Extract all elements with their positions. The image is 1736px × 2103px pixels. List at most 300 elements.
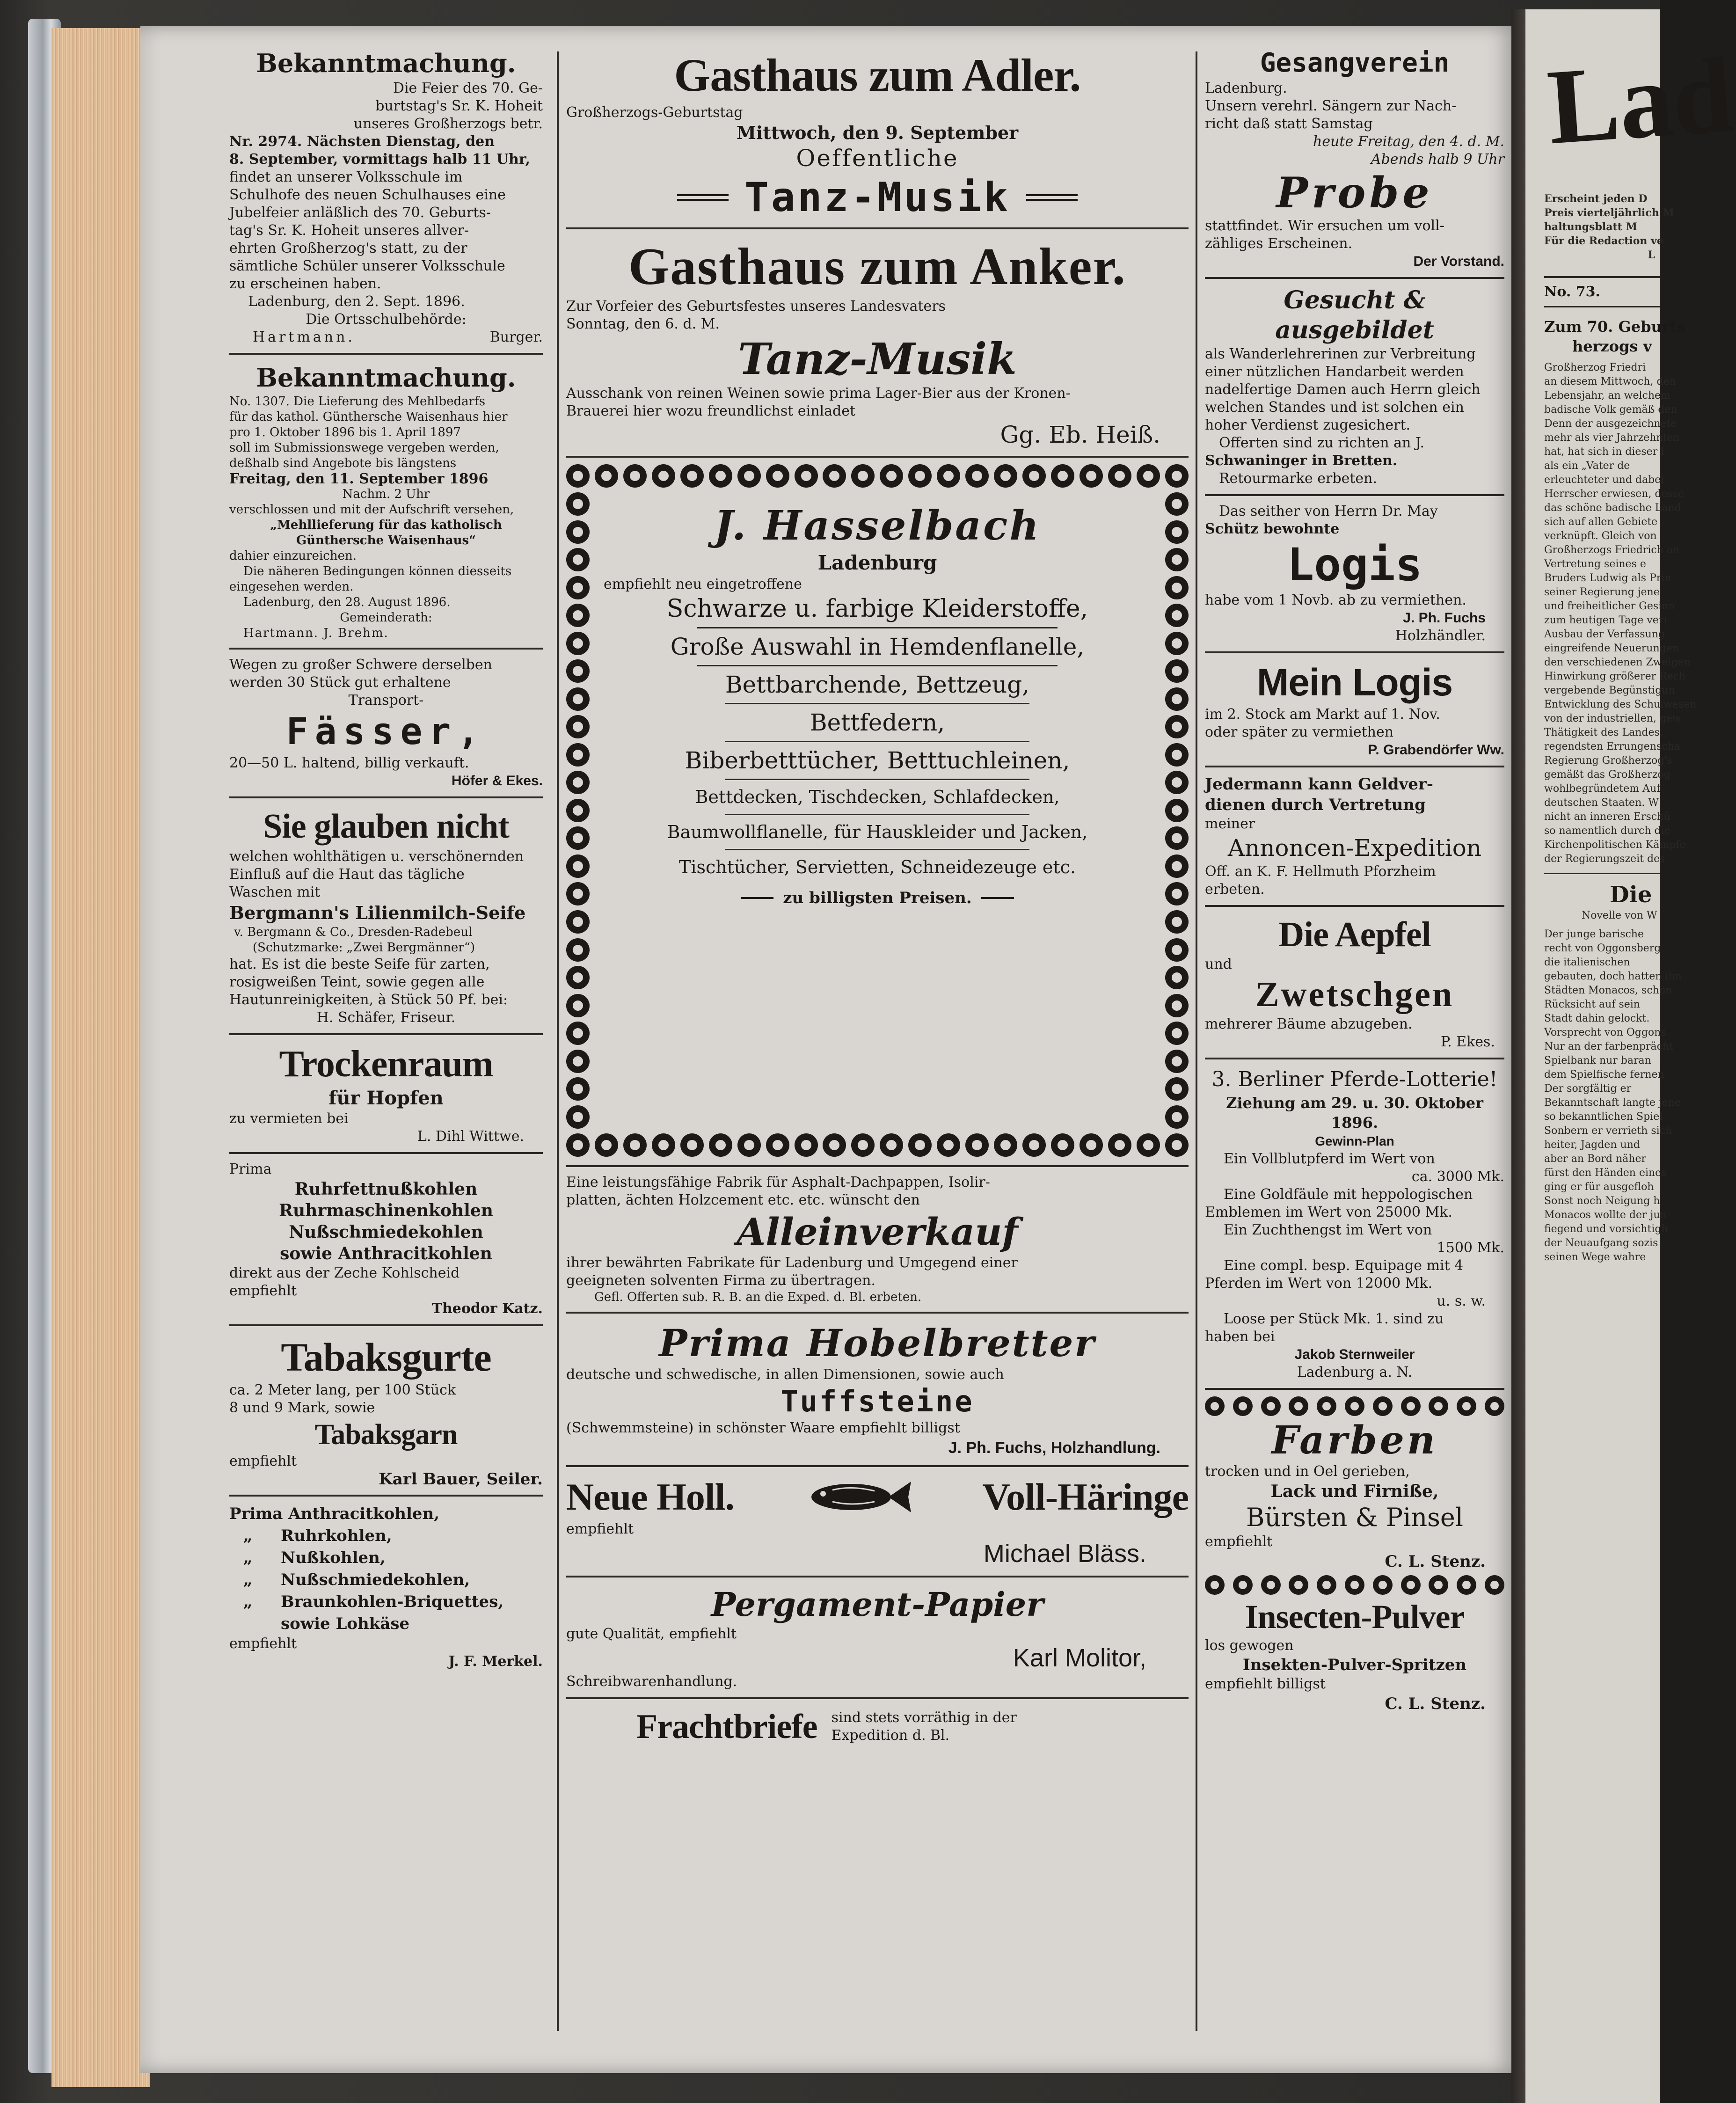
border-ring: [1429, 1396, 1448, 1416]
decor-rule: [981, 897, 1014, 899]
ad-title: Frachtbriefe: [636, 1708, 817, 1746]
ad-title: Gesucht & ausgebildet: [1275, 286, 1434, 344]
text-line: Spielbank nur baran: [1544, 1055, 1651, 1066]
border-ring: [1165, 743, 1189, 767]
text-line: trocken und in Oel gerieben,: [1205, 1463, 1410, 1480]
border-ring: [566, 687, 590, 711]
border-ring: [1205, 1396, 1225, 1416]
text-line: Das seither von Herrn Dr. May: [1219, 503, 1438, 519]
divider: [697, 665, 1058, 666]
item: Braunkohlen-Briquettes,: [281, 1592, 504, 1611]
text-line: erbeten.: [1205, 881, 1265, 898]
text-line: Günthersche Waisenhaus“: [296, 533, 476, 548]
text-line: Großherzogs-Geburtstag: [566, 104, 743, 121]
divider: [566, 1465, 1189, 1467]
seller: Ladenburg a. N.: [1297, 1364, 1413, 1380]
text-line: einer nützlichen Handarbeit werden: [1205, 364, 1464, 380]
ad-title: Die Aepfel: [1278, 915, 1431, 954]
border-ring: [1165, 1105, 1189, 1129]
border-ring: [566, 994, 590, 1017]
text-line: aber an Bord näher: [1544, 1153, 1647, 1165]
text-line: Unsern verehrl. Sängern zur Nach-: [1205, 98, 1457, 114]
text-line: Ein Zuchthengst im Wert von: [1224, 1222, 1432, 1238]
text-line: L: [1648, 249, 1655, 261]
divider: [697, 627, 1058, 628]
ad-frachtbriefe: [566, 1706, 1189, 1748]
ad-title: Fässer,: [286, 711, 486, 753]
text-line: Lebensjahr, an welchem: [1544, 390, 1670, 402]
text-line: Schulhofe des neuen Schulhauses eine: [229, 187, 506, 203]
text-line: Ausschank von reinen Weinen sowie prima Lager-Bier aus der Kronen-: [566, 385, 1071, 402]
text-line: vergebende Begünstigun: [1544, 685, 1675, 696]
text-line: oder später zu vermiethen: [1205, 724, 1394, 740]
text-line: 8. September, vormittags halb 11 Uhr,: [229, 151, 530, 168]
ad-title: Trockenraum: [279, 1044, 493, 1085]
ad-title: Insecten-Pulver: [1245, 1598, 1465, 1636]
border-ring: [1165, 1050, 1189, 1073]
border-ring: [623, 1133, 647, 1157]
text-line: empfiehlt: [566, 1521, 634, 1537]
text-line: sind stets vorräthig in der: [831, 1709, 1017, 1726]
border-ring: [1080, 464, 1103, 488]
next-page-content: [1544, 35, 1736, 1264]
border-ring: [1401, 1396, 1421, 1416]
border-ring: [994, 1133, 1017, 1157]
text-line: Großherzog Friedri: [1544, 362, 1646, 373]
border-ring: [1080, 1133, 1103, 1157]
column-rule: [1196, 51, 1197, 2031]
border-ring: [737, 464, 761, 488]
text-line: Pferden im Wert von 12000 Mk.: [1205, 1275, 1433, 1292]
border-ring: [566, 715, 590, 738]
text-line: dienen durch Vertretung: [1205, 796, 1426, 814]
text-line: Nachm. 2 Uhr: [342, 487, 430, 501]
text-line: Schwaninger in Bretten.: [1205, 453, 1398, 469]
text-line: den verschiedenen Zweigen: [1544, 657, 1691, 668]
text-line: Vertretung seines e: [1544, 558, 1646, 570]
item: Nußschmiedekohlen,: [281, 1570, 470, 1589]
article-heading: Die: [1610, 882, 1652, 908]
seller: H. Schäfer, Friseur.: [316, 1009, 456, 1026]
border-ring: [623, 464, 647, 488]
divider: [566, 456, 1189, 458]
ad-mein-logis: [1205, 660, 1504, 759]
border-ring: [566, 1105, 590, 1129]
border-ring: [1205, 1575, 1225, 1595]
product-line: Bettbarchende, Bettzeug,: [725, 671, 1030, 698]
text-line: (Schutzmarke: „Zwei Bergmänner“): [253, 941, 475, 955]
divider: [229, 353, 543, 355]
text-line: Der sorgfältig er: [1544, 1083, 1632, 1095]
border-ring: [566, 464, 590, 488]
text-line: zähliges Erscheinen.: [1205, 235, 1353, 252]
notice-title: Bekanntmachung.: [256, 363, 516, 393]
text-line: Emblemen im Wert von 25000 Mk.: [1205, 1204, 1452, 1220]
text-line: empfiehlt: [229, 1283, 297, 1299]
text-line: Erscheint jeden D: [1544, 193, 1648, 205]
divider: [1544, 873, 1660, 874]
divider: [725, 849, 1029, 850]
text-line: tag's Sr. K. Hoheit unseres allver-: [229, 222, 469, 239]
border-ring: [1429, 1575, 1448, 1595]
text-line: für das kathol. Günthersche Waisenhaus hier: [229, 410, 508, 424]
text-line: ca. 3000 Mk.: [1411, 1168, 1504, 1185]
ad-lotterie: [1205, 1066, 1504, 1381]
border-ring: [566, 520, 590, 544]
item: Nußkohlen,: [281, 1548, 386, 1567]
text-line: Sonbern er verrieth sich: [1544, 1125, 1672, 1137]
notice-flour-tender: [229, 361, 543, 641]
ad-title: Gasthaus zum Anker.: [628, 238, 1126, 296]
signature: Holzhändler.: [1395, 628, 1486, 644]
item: Nußschmiedekohlen: [289, 1222, 483, 1242]
divider: [566, 1165, 1189, 1167]
border-ring: [823, 464, 846, 488]
text-line: das schöne badische Land: [1544, 502, 1681, 514]
text-line: Der junge barische: [1544, 928, 1644, 940]
border-ring: [766, 464, 789, 488]
text-line: findet an unserer Volksschule im: [229, 169, 463, 185]
text-line: nadelfertige Damen auch Herrn gleich: [1205, 381, 1481, 398]
text-line: von der industriellen, gew: [1544, 713, 1681, 724]
divider: [1205, 766, 1504, 767]
border-ring: [880, 464, 903, 488]
text-line: Retourmarke erbeten.: [1219, 470, 1377, 487]
text-line: Bekanntschaft langte jene: [1544, 1097, 1681, 1109]
text-line: rosigweißen Teint, sowie gegen alle: [229, 974, 485, 990]
divider: [566, 1697, 1189, 1699]
divider: [1205, 494, 1504, 496]
seller: Michael Bläss.: [983, 1540, 1146, 1568]
text-line: Großherzogs Friedrich an: [1544, 544, 1680, 556]
border-ring: [1165, 464, 1189, 488]
text-line: Monacos wollte der jun: [1544, 1209, 1667, 1221]
text-line: Nr. 2974. Nächsten Dienstag, den: [229, 133, 495, 150]
text-line: Freitag, den 11. September 1896: [229, 471, 489, 487]
border-ring: [1165, 1022, 1189, 1045]
border-ring: [1165, 687, 1189, 711]
border-ring: [1165, 771, 1189, 794]
divider: [725, 779, 1029, 780]
border-ring: [566, 632, 590, 655]
ad-hasselbach: [566, 464, 1189, 1157]
ad-tabak: [229, 1333, 543, 1488]
text-line: Ziehung am 29. u. 30. Oktober 1896.: [1226, 1094, 1483, 1132]
border-ring: [1165, 882, 1189, 905]
town: Ladenburg: [817, 551, 937, 574]
border-ring: [1289, 1396, 1308, 1416]
item: Ruhrfettnußkohlen: [294, 1179, 478, 1199]
divider: [1544, 276, 1660, 278]
product-line: Große Auswahl in Hemdenflanelle,: [670, 633, 1085, 660]
ad-title: Tanz-Musik: [744, 174, 1010, 221]
ditto-mark: „: [243, 1570, 253, 1589]
text-line: Städten Monacos, schon: [1544, 985, 1672, 996]
text-line: No. 1307. Die Lieferung des Mehlbedarfs: [229, 394, 486, 409]
text-line: ging er für ausgefloh: [1544, 1181, 1654, 1193]
border-ring: [566, 882, 590, 905]
border-ring: [994, 464, 1017, 488]
border-ring: [566, 576, 590, 599]
text-line: Loose per Stück Mk. 1. sind zu: [1224, 1311, 1444, 1327]
subtitle: für Hopfen: [328, 1087, 444, 1109]
notice-body: [229, 80, 543, 346]
divider: [229, 1324, 543, 1326]
text-line: empfiehlt billigst: [1205, 1676, 1326, 1692]
seller: C. L. Stenz.: [1385, 1552, 1486, 1571]
border-ring: [566, 492, 590, 516]
text-line: Oeffentliche: [796, 145, 959, 172]
text-line: und: [1205, 956, 1232, 972]
text-line: Bruders Ludwig als Prin: [1544, 572, 1671, 584]
seller: L. Dihl Wittwe.: [417, 1128, 524, 1145]
border-ring: [1165, 826, 1189, 850]
ad-title: Alleinverkauf: [737, 1210, 1018, 1254]
seller: Karl Bauer, Seiler.: [379, 1470, 543, 1489]
text-line: welchen wohlthätigen u. verschönernden: [229, 848, 524, 865]
text-line: Preis vierteljährlich M: [1544, 207, 1674, 219]
text-line: Hautunreinigkeiten, à Stück 50 Pf. bei:: [229, 992, 508, 1008]
product: Bergmann's Lilienmilch-Seife: [229, 902, 526, 923]
text-line: Jubelfeier anläßlich des 70. Geburts-: [229, 204, 491, 221]
text-line: empfiehlt: [1205, 1533, 1273, 1550]
signature: Gg. Eb. Heiß.: [1000, 421, 1160, 448]
ring-border-right: [1165, 492, 1189, 1129]
divider: [229, 1152, 543, 1154]
signature: P. Ekes.: [1441, 1034, 1495, 1050]
divider: [725, 741, 1029, 742]
ad-pergament: [566, 1584, 1189, 1691]
text-line: welchen Standes und ist solchen ein: [1205, 399, 1464, 416]
text-line: 1500 Mk.: [1437, 1240, 1504, 1256]
border-ring: [709, 464, 732, 488]
text-line: Für die Redaction ve: [1544, 235, 1663, 247]
text-line: so namentlich durch die: [1544, 825, 1670, 837]
ad-gesucht: [1205, 285, 1504, 488]
text-line: zu erscheinen haben.: [229, 276, 381, 292]
text-line: deutschen Staaten. W: [1544, 797, 1659, 809]
product-line: Schwarze u. farbige Kleiderstoffe,: [666, 595, 1088, 623]
ad-title: Mein Logis: [1256, 661, 1453, 704]
text-line: richt daß statt Samstag: [1205, 116, 1373, 132]
column-rule: [557, 51, 559, 2031]
divider: [229, 648, 543, 650]
border-ring: [1401, 1575, 1421, 1595]
text-line: und freiheitlicher Gesinn: [1544, 600, 1675, 612]
text-line: haltungsblatt M: [1544, 221, 1637, 233]
border-ring: [851, 1133, 875, 1157]
border-ring: [937, 1133, 960, 1157]
text-line: Transport-: [348, 692, 424, 708]
article-heading: herzogs v: [1572, 337, 1652, 355]
border-ring: [1165, 604, 1189, 627]
text-line: gebauten, doch hatten ihn: [1544, 971, 1682, 982]
text-line: empfiehlt: [229, 1636, 297, 1652]
signature: P. Grabendörfer Ww.: [1368, 742, 1504, 758]
text-line: hat, hat sich in dieser l: [1544, 446, 1664, 458]
ad-title: Tanz-Musik: [738, 334, 1017, 384]
border-ring: [652, 1133, 675, 1157]
border-ring: [908, 1133, 932, 1157]
text-line: los gewogen: [1205, 1637, 1294, 1654]
text-line: Eine compl. besp. Equipage mit 4: [1224, 1257, 1464, 1274]
border-ring: [1165, 799, 1189, 822]
text-line: Schütz bewohnte: [1205, 521, 1340, 537]
item: sowie Anthracitkohlen: [280, 1244, 492, 1263]
item: sowie Lohkäse: [281, 1614, 410, 1633]
text-line: Bürsten & Pinsel: [1246, 1503, 1464, 1532]
product-line: Bettfedern,: [810, 709, 945, 736]
text-line: ca. 2 Meter lang, per 100 Stück: [229, 1382, 456, 1398]
text-line: regendsten Errungenscha: [1544, 741, 1680, 752]
border-ring: [1165, 632, 1189, 655]
border-ring: [908, 464, 932, 488]
text-line: gute Qualität, empfiehlt: [566, 1626, 737, 1642]
border-ring: [823, 1133, 846, 1157]
border-ring: [1108, 464, 1131, 488]
signature: J. Ph. Fuchs: [1403, 610, 1486, 626]
border-ring: [1051, 1133, 1074, 1157]
text-line: 8 und 9 Mark, sowie: [229, 1400, 375, 1416]
text-line: Wegen zu großer Schwere derselben: [229, 657, 492, 673]
divider: [566, 1576, 1189, 1577]
border-ring: [566, 1133, 590, 1157]
text-line: als ein „Vater de: [1544, 460, 1630, 472]
text-line: soll im Submissionswege vergeben werden,: [229, 441, 499, 455]
border-ring: [737, 1133, 761, 1157]
text-line: wohlbegründetem Auf: [1544, 783, 1661, 795]
text-line: geeigneten solventen Firma zu übertragen.: [566, 1272, 875, 1289]
border-ring: [709, 1133, 732, 1157]
divider: [1205, 651, 1504, 653]
text-line: ihrer bewährten Fabrikate für Ladenburg und Umgegend einer: [566, 1255, 1018, 1271]
text-line: eingesehen werden.: [229, 580, 354, 594]
text-line: platten, ächten Holzcement etc. etc. wünscht den: [566, 1192, 920, 1208]
border-ring: [1457, 1396, 1476, 1416]
notice-school-celebration: [229, 47, 543, 346]
divider: [725, 703, 1029, 704]
ad-hobelbretter: [566, 1320, 1189, 1459]
ad-title: Neue Holl.: [566, 1475, 734, 1518]
border-ring: [1137, 1133, 1160, 1157]
text-line: im 2. Stock am Markt auf 1. Nov.: [1205, 706, 1440, 723]
text-line: Einfluß auf die Haut das tägliche: [229, 866, 465, 883]
seller: J. F. Merkel.: [448, 1653, 543, 1670]
ad-gesangverein: [1205, 47, 1504, 270]
text-line: Die näheren Bedingungen können diesseits: [243, 564, 512, 578]
text-line: so bekanntlichen Spiel: [1544, 1111, 1663, 1123]
masthead: Lad: [1544, 35, 1736, 167]
text-line: meiner: [1205, 816, 1255, 832]
border-ring: [566, 1022, 590, 1045]
border-ring: [566, 966, 590, 989]
signature: Hartmann.: [253, 329, 355, 345]
text-line: Stadt dahin gelockt.: [1544, 1013, 1650, 1024]
border-ring: [1317, 1396, 1336, 1416]
text-line: Vorsprecht von Oggons: [1544, 1027, 1666, 1038]
ad-kohlen: [229, 1161, 543, 1318]
text-line: Gewinn-Plan: [1315, 1134, 1394, 1148]
text-line: fiegend und vorsichtigh: [1544, 1223, 1668, 1235]
text-line: Die Feier des 70. Ge-: [393, 80, 543, 96]
text-line: Mittwoch, den 9. September: [736, 122, 1019, 143]
text-line: Herrscher erwiesen, desse: [1544, 488, 1685, 500]
text-line: dahier einzureichen.: [229, 549, 357, 563]
ad-haeringe: [566, 1474, 1189, 1569]
text-line: heiter, Jagden und: [1544, 1139, 1640, 1151]
right-column: [1205, 47, 1504, 1715]
border-ring: [1108, 1133, 1131, 1157]
text-line: Denn der ausgezeichnete: [1544, 418, 1677, 430]
item: Ruhrkohlen,: [281, 1526, 392, 1545]
border-ring: [566, 743, 590, 767]
text-line: unseres Großherzogs betr.: [353, 116, 543, 132]
border-ring: [1289, 1575, 1308, 1595]
text-line: Hartmann. J. Brehm.: [243, 626, 389, 640]
middle-column: [566, 47, 1189, 1748]
article-heading: Zum 70. Geburts: [1544, 318, 1685, 336]
border-ring: [965, 1133, 989, 1157]
text-line: Ausbau der Verfassung: [1544, 628, 1665, 640]
text-line: Nur an der farbenprächt: [1544, 1041, 1673, 1052]
border-ring: [1165, 994, 1189, 1017]
text-line: gemäßt das Großherzog: [1544, 769, 1670, 781]
text-line: mehrerer Bäume abzugeben.: [1205, 1016, 1413, 1032]
product-line: Bettdecken, Tischdecken, Schlafdecken,: [695, 787, 1060, 807]
border-ring: [1165, 966, 1189, 989]
text-line: seiner Regierung jene: [1544, 586, 1660, 598]
ring-border-bottom: [1205, 1575, 1504, 1595]
ditto-mark: „: [243, 1592, 253, 1611]
text-line: sich auf allen Gebiete: [1544, 516, 1658, 528]
border-ring: [1373, 1575, 1393, 1595]
border-ring: [1137, 464, 1160, 488]
text-line: direkt aus der Zeche Kohlscheid: [229, 1265, 460, 1281]
border-ring: [1165, 1077, 1189, 1101]
border-ring: [1261, 1575, 1281, 1595]
divider: [1205, 1058, 1504, 1059]
divider: [229, 796, 543, 798]
ring-border-top: [1205, 1396, 1504, 1416]
text-line: Brauerei hier wozu freundlichst einladet: [566, 403, 856, 419]
text-line: der Neuaufgang sozis: [1544, 1237, 1658, 1249]
ad-insecten: [1205, 1597, 1504, 1715]
text-line: ehrten Großherzog's statt, zu der: [229, 240, 467, 256]
border-ring: [595, 1133, 618, 1157]
text-line: die italienischen: [1544, 957, 1630, 968]
border-ring: [1165, 938, 1189, 962]
border-ring: [566, 1050, 590, 1073]
border-ring: [1022, 1133, 1046, 1157]
ring-border-bottom: [566, 1133, 1189, 1157]
text-line: empfiehlt: [229, 1453, 297, 1469]
text-line: Jedermann kann Geldver-: [1205, 775, 1433, 794]
text-line: fürst den Händen eines: [1544, 1167, 1667, 1179]
text-line: zu vermieten bei: [229, 1110, 349, 1127]
text-line: hoher Verdienst zugesichert.: [1205, 417, 1411, 433]
border-ring: [795, 464, 818, 488]
border-ring: [1022, 464, 1046, 488]
issue-number: No. 73.: [1544, 284, 1600, 300]
text-line: nicht an inneren Erschü: [1544, 811, 1670, 823]
border-ring: [1165, 715, 1189, 738]
border-ring: [680, 1133, 704, 1157]
text-line: Ladenburg, den 28. August 1896.: [243, 595, 451, 609]
border-ring: [880, 1133, 903, 1157]
merchant-name: J. Hasselbach: [714, 502, 1041, 549]
text-line: burtstag's Sr. K. Hoheit: [375, 98, 543, 114]
text-line: verknüpft. Gleich von: [1544, 530, 1657, 542]
